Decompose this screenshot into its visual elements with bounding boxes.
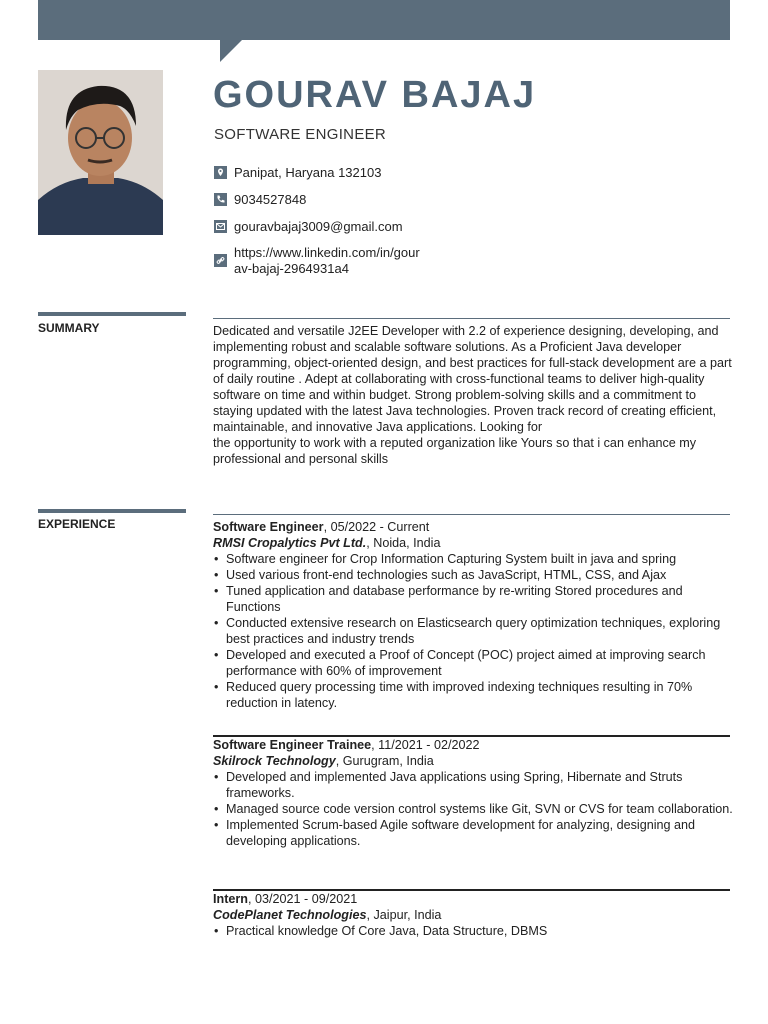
job-bullet: • Used various front-end technologies such as JavaScript, HTML, CSS, and Ajax xyxy=(213,567,733,583)
summary-paragraph-1: Dedicated and versatile J2EE Developer with 2.2 of experience designing, developing, and implementing robust and scalable software solutions. As a Proficient Java developer programming, object-oriented design, and best practices for full-stack development are a part of daily routine . Adept at collaborating with cross-functional teams to deliver high-quality software on time and within budget. Strong problem-solving skills and a commitment to staying updated with the latest Java technologies. Proven track record of creating efficient, maintainable, and innovative Java applications. Looking for xyxy=(213,324,732,434)
job-bullets xyxy=(213,769,733,849)
contact-linkedin xyxy=(214,245,420,277)
job-dates: , 03/2021 - 09/2021 xyxy=(247,892,358,906)
phone-icon xyxy=(214,193,227,206)
job-header xyxy=(213,891,733,907)
email-text: gouravbajaj3009@gmail.com xyxy=(234,219,403,234)
job-bullets xyxy=(213,923,733,939)
location-pin-icon xyxy=(214,166,227,179)
job-header xyxy=(213,737,733,753)
summary-rule-left xyxy=(38,312,186,316)
job-entry xyxy=(213,519,733,711)
summary-text xyxy=(213,323,733,467)
job-header xyxy=(213,519,733,535)
job-bullet: • Managed source code version control systems like Git, SVN or CVS for team collaboration. xyxy=(213,801,733,817)
summary-rule-right xyxy=(213,318,730,319)
linkedin-line-1: https://www.linkedin.com/in/gour xyxy=(234,245,420,260)
linkedin-line-2: av-bajaj-2964931a4 xyxy=(234,261,349,276)
job-bullet: • Tuned application and database performance by re-writing Stored procedures and Functions xyxy=(213,583,733,615)
job-company-line xyxy=(213,753,733,769)
job-company: CodePlanet Technologies xyxy=(213,908,367,922)
job-bullets xyxy=(213,551,733,711)
job-entry xyxy=(213,737,733,849)
job-dates: , 05/2022 - Current xyxy=(323,520,430,534)
experience-heading: EXPERIENCE xyxy=(38,517,116,531)
phone-text: 9034527848 xyxy=(234,192,307,207)
job-location: , Gurugram, India xyxy=(335,754,434,768)
job-location: , Noida, India xyxy=(366,536,441,550)
job-bullet: • Practical knowledge Of Core Java, Data Structure, DBMS xyxy=(213,923,733,939)
job-entry xyxy=(213,891,733,939)
contact-email xyxy=(214,219,403,234)
person-photo-icon xyxy=(38,70,163,235)
job-bullet: • Conducted extensive research on Elasticsearch query optimization techniques, exploring best practices and industry trends xyxy=(213,615,733,647)
job-title: SOFTWARE ENGINEER xyxy=(214,126,387,143)
job-role: Software Engineer xyxy=(213,520,324,534)
header-notch xyxy=(220,40,242,62)
job-company-line xyxy=(213,535,733,551)
email-icon xyxy=(214,220,227,233)
job-dates: , 11/2021 - 02/2022 xyxy=(371,738,480,752)
link-icon xyxy=(214,254,227,267)
job-role: Software Engineer Trainee xyxy=(213,738,372,752)
job-bullet: • Reduced query processing time with improved indexing techniques resulting in 70% reduction in latency. xyxy=(213,679,733,711)
linkedin-text[interactable] xyxy=(234,245,420,277)
job-role: Intern xyxy=(213,892,248,906)
job-bullet: • Developed and executed a Proof of Concept (POC) project aimed at improving search performance with 60% of improvement xyxy=(213,647,733,679)
job-company: Skilrock Technology xyxy=(213,754,336,768)
job-location: , Jaipur, India xyxy=(366,908,442,922)
experience-rule-right xyxy=(213,514,730,515)
job-bullet: • Implemented Scrum-based Agile software development for analyzing, designing and developing applications. xyxy=(213,817,733,849)
contact-phone xyxy=(214,192,306,207)
job-bullet: • Developed and implemented Java applications using Spring, Hibernate and Struts frameworks. xyxy=(213,769,733,801)
address-text: Panipat, Haryana 132103 xyxy=(234,165,382,180)
summary-paragraph-2: the opportunity to work with a reputed organization like Yours so that i can enhance my professional and personal skills xyxy=(213,436,697,466)
contact-address xyxy=(214,165,381,180)
job-company-line xyxy=(213,907,733,923)
job-company: RMSI Cropalytics Pvt Ltd. xyxy=(213,536,367,550)
job-bullet: • Software engineer for Crop Information Capturing System built in java and spring xyxy=(213,551,733,567)
profile-photo xyxy=(38,70,163,235)
candidate-name: GOURAV BAJAJ xyxy=(213,74,537,116)
experience-rule-left xyxy=(38,509,186,513)
summary-heading: SUMMARY xyxy=(38,321,100,335)
header-bar xyxy=(38,0,730,40)
